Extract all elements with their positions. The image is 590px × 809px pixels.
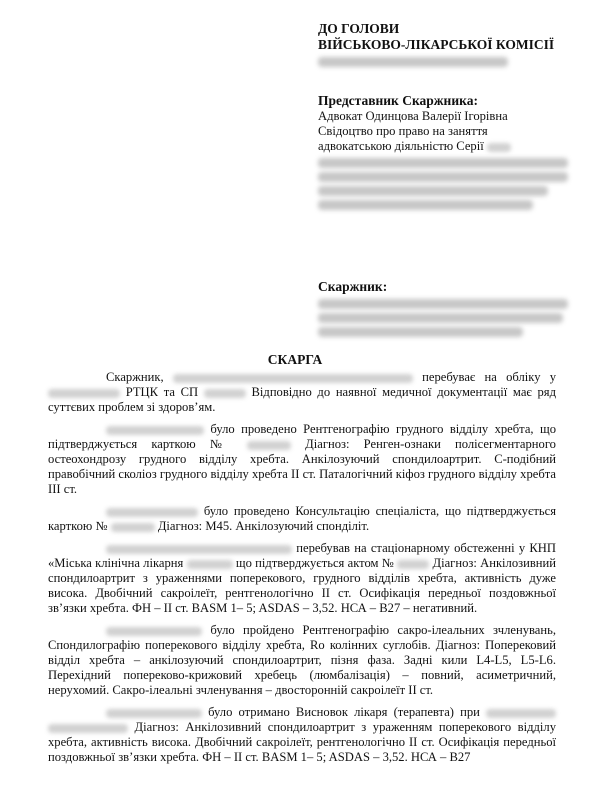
p1-text-d: Відповідно до наявної медичної документації має ряд суттєвих проблем зі здоров’ям.	[48, 385, 556, 414]
p5-text-a: було пройдено Рентгенографію сакро-ілеальних зчленувань, Спондилографію поперекового відділу хребта, Ro колінних суглобів. Діагноз: Поперековий відділ хребта – анкілозуючий спондилоартрит, пізня фаза. Задні кили L4-L5, L5-L6. Перехідний попереково-крижовий хребець (люмбалізація) – повний, асиметричний, нерухомий. Сакро-ілеальні зчленування – двосторонній сакроілеїт ІІ ст.	[48, 623, 557, 697]
document-title: СКАРГА	[267, 352, 323, 367]
redacted-date-4	[106, 709, 202, 718]
representative-certificate-line2	[318, 139, 580, 154]
redacted-rep-details-4	[318, 200, 533, 210]
p1-text-b: перебуває на обліку у	[422, 370, 556, 384]
redacted-hospital-no	[187, 560, 233, 569]
p2-text-b: Діагноз: Ренген-ознаки полісегментарного остеохондрозу грудного відділу хребта. Анкілозуючий спондилоартрит. С-подібний правобічний сколіоз грудного відділу хребта ІІ ст. Паталогічний кіфоз грудного відділу хребта ІІІ ст.	[48, 437, 556, 496]
addressee-commission: ВІЙСЬКОВО-ЛІКАРСЬКОЇ КОМІСІЇ	[318, 37, 555, 52]
representative-certificate-line1: Свідоцтво про право на заняття	[318, 124, 488, 138]
redacted-commission-location	[318, 57, 508, 67]
redacted-complainant-1	[318, 299, 568, 309]
representative-name: Адвокат Одинцова Валерії Ігорівна	[318, 109, 508, 123]
redacted-series	[487, 143, 511, 152]
redacted-complainant-2	[318, 313, 563, 323]
paragraph-6	[48, 705, 556, 765]
redacted-date-1	[106, 426, 204, 435]
p3-text-a: було проведено Консультацію спеціаліста, що підтверджується карткою №	[48, 504, 556, 533]
p3-text-b: Діагноз: М45. Анкілозуючий спонділіт.	[157, 519, 370, 533]
redacted-rep-details-3	[318, 186, 548, 196]
redacted-complainant-name	[173, 374, 413, 383]
paragraph-1	[48, 370, 556, 415]
redacted-tck-name	[48, 389, 120, 398]
redacted-act-no	[397, 560, 429, 569]
paragraph-2	[48, 422, 556, 497]
p1-text-a: Скаржник,	[106, 370, 164, 384]
redacted-rep-details-1	[318, 158, 568, 168]
p6-text-b: Діагноз: Анкілозивний спондилоартрит з ураженням поперекового відділу хребта, активність висока. Двобічний сакроілеїт, рентгенологічно ІІ ст. Осифікація передньої поздовжньої зв’язки хребта. ФН – ІІ ст. BASM 1– 5; ASDAS – 3,52. НСА – В27	[48, 720, 557, 764]
p2-text-a: було проведено Рентгенографію грудного відділу хребта, що підтверджується карткою №	[48, 422, 556, 451]
p1-text-c: РТЦК та СП	[125, 385, 199, 399]
p4-text-b: що підтверджується актом №	[235, 556, 394, 570]
document-body	[48, 370, 556, 772]
redacted-date-3	[106, 627, 202, 636]
complainant-label: Скаржник:	[318, 279, 388, 294]
redacted-institution-1	[486, 709, 556, 718]
representative-block	[318, 93, 580, 210]
redacted-city	[204, 389, 246, 398]
redacted-complainant-3	[318, 327, 523, 337]
p6-text-a: було отримано Висновок лікаря (терапевта) при	[208, 705, 480, 719]
paragraph-5	[48, 623, 556, 698]
redacted-card-no-1	[247, 441, 291, 450]
paragraph-3	[48, 504, 556, 534]
redacted-card-no-2	[111, 523, 155, 532]
redacted-institution-2	[48, 724, 128, 733]
complainant-block	[318, 279, 580, 341]
p4-text-a: перебував на стаціонарному обстеженні у КНП «Міська клінічна лікарня	[48, 541, 556, 570]
redacted-date-2	[106, 508, 198, 517]
certificate-series-label: адвокатською діяльністю Серії	[318, 139, 484, 153]
redacted-date-range	[106, 545, 292, 554]
paragraph-4	[48, 541, 556, 616]
representative-label: Представник Скаржника:	[318, 93, 478, 108]
addressee-to: ДО ГОЛОВИ	[318, 21, 400, 36]
redacted-rep-details-2	[318, 172, 568, 182]
p4-text-c: Діагноз: Анкілозивний спондилоартрит з ураженнями поперекового, грудного відділів хребта, активність дуже висока. Двобічний сакроілеїт, рентгенологічно ІІ ст. Осифікація передньої поздовжньої зв’язки хребта. ФН – ІІ ст. BASM 1– 5; ASDAS – 3,52. НСА – В27 – негативний.	[48, 556, 557, 615]
addressee-block	[318, 21, 580, 214]
